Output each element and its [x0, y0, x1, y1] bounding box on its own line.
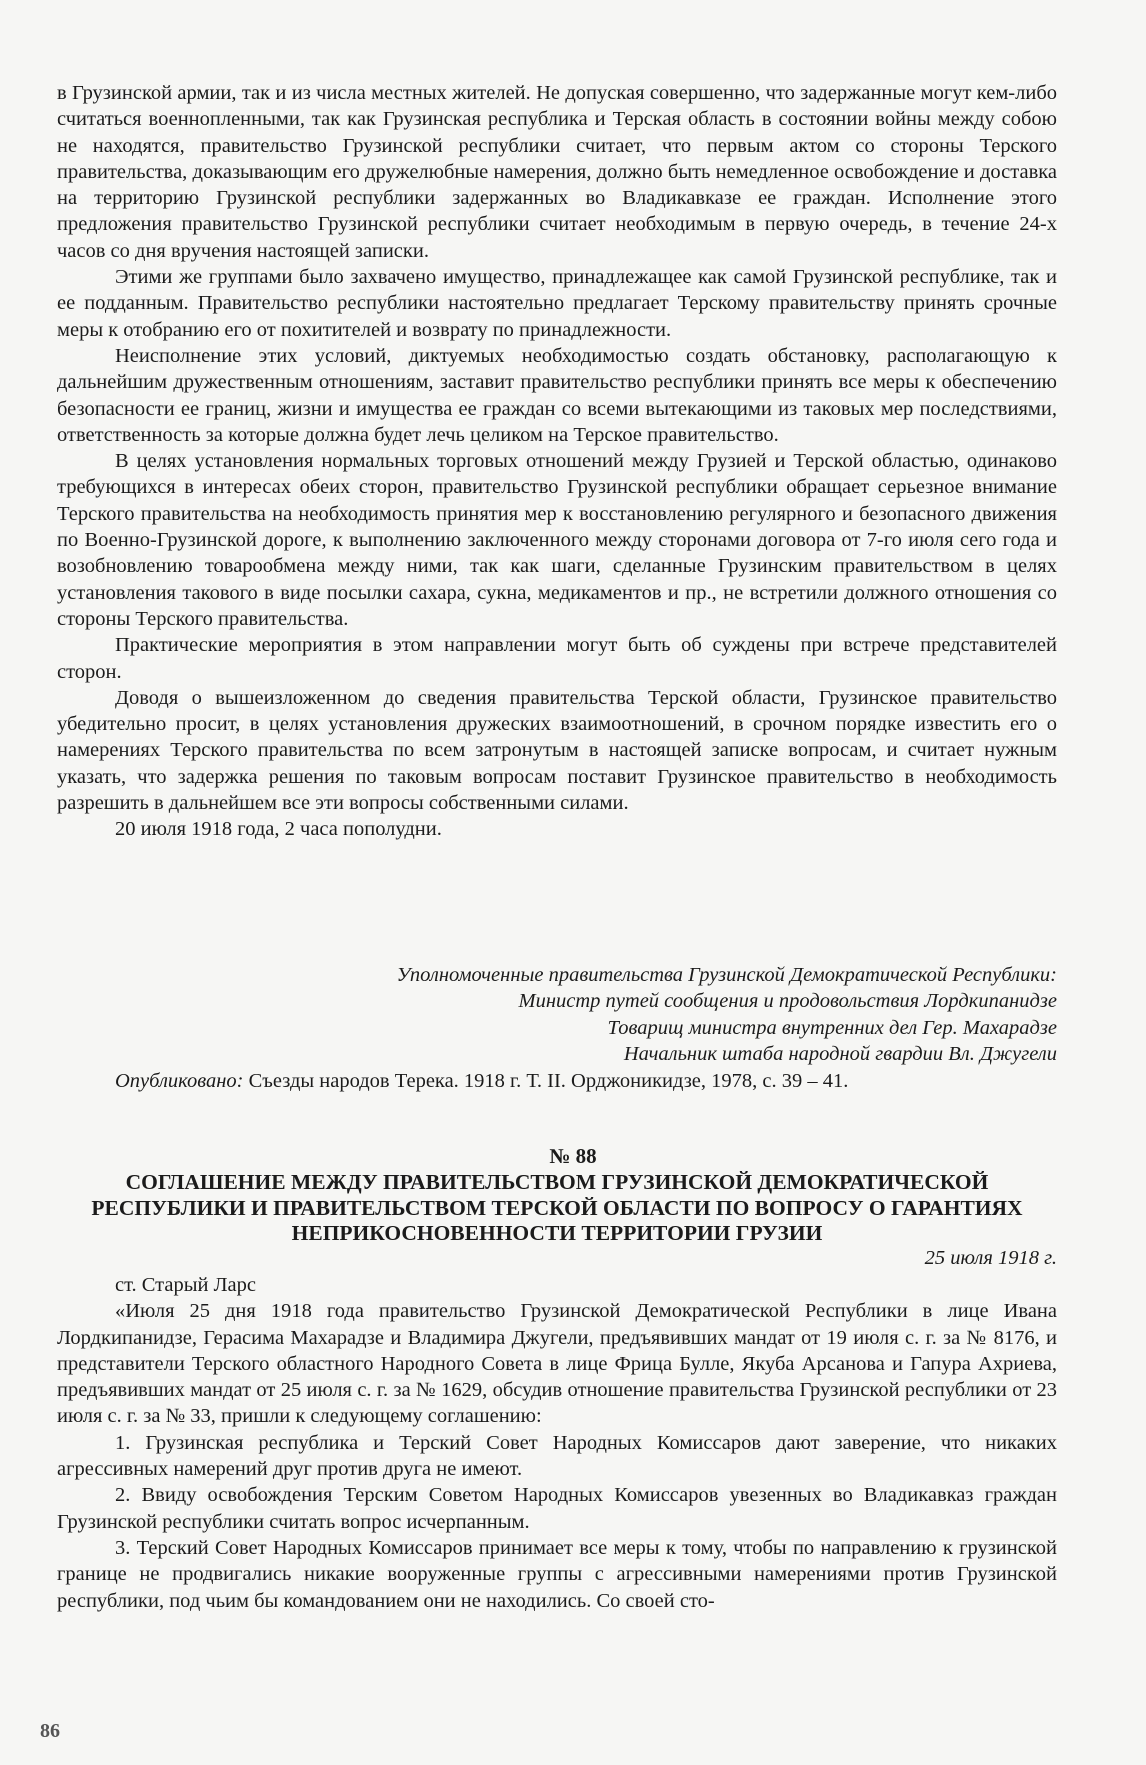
published-text: Съезды народов Терека. 1918 г. Т. II. Орджоникидзе, 1978, с. 39 – 41. [248, 1070, 849, 1092]
page-number: 86 [40, 1720, 60, 1742]
document-title: СОГЛАШЕНИЕ МЕЖДУ ПРАВИТЕЛЬСТВОМ ГРУЗИНСКОЙ ДЕМОКРАТИЧЕСКОЙ РЕСПУБЛИКИ И ПРАВИТЕЛЬСТВОМ ТЕРСКОЙ ОБЛАСТИ ПО ВОПРОСУ О ГАРАНТИЯХ НЕПРИКОСНОВЕННОСТИ ТЕРРИТОРИИ ГРУЗИИ [91, 1170, 1023, 1245]
signature-line: Министр путей сообщения и продовольствия Лордкипанидзе [518, 990, 1057, 1013]
dateline: 20 июля 1918 года, 2 часа пополудни. [115, 818, 442, 841]
list-item: 3. Терский Совет Народных Комиссаров принимает все меры к тому, чтобы по направлению к грузинской границе не продвигались никакие вооруженные группы с агрессивными намерениями против Грузинской республики, под чьим бы командованием они не находились. Со своей сто- [57, 1536, 1057, 1612]
published-lead: Опубликовано: [115, 1070, 244, 1092]
paragraph: Неисполнение этих условий, диктуемых необходимостью создать обстановку, располагающую к дальнейшим дружественным отношениям, заставит правительство республики принять все меры к обеспечению безопасности ее границ, жизни и имущества ее граждан со всеми вытекающими из таковых мер последствиями, ответственность за которые должна будет лечь целиком на Терское правительство. [57, 344, 1057, 446]
document-number: № 88 [549, 1144, 597, 1168]
paragraph: Практические мероприятия в этом направлении могут быть об суждены при встрече представителей сторон. [57, 634, 1057, 683]
signature-line: Товарищ министра внутренних дел Гер. Махарадзе [607, 1016, 1057, 1039]
body-text-bottom [57, 1272, 1057, 1614]
paragraph: «Июля 25 дня 1918 года правительство Грузинской Демократической Республики в лице Ивана Лордкипанидзе, Герасима Махарадзе и Владимира Джугели, предъявивших мандат от 19 июля с. г. за № 8176, и представители Терского областного Народного Совета в лице Фрица Булле, Якуба Арсанова и Гапура Ахриева, предъявивших мандат от 25 июля с. г. за № 1629, обсудив отношение правительства Грузинской республики от 23 июля с. г. за № 33, пришли к следующему соглашению: [57, 1300, 1057, 1428]
paragraph: Доводя о вышеизложенном до сведения правительства Терской области, Грузинское правительство убедительно просит, в целях установления дружеских взаимоотношений, в срочном порядке известить его о намерениях Терского правительства по всем затронутым в настоящей записке вопросам, и считает нужным указать, что задержка решения по таковым вопросам поставит Грузинское правительство в необходимость разрешить в дальнейшем все эти вопросы собственными силами. [57, 686, 1057, 815]
body-text-top [57, 80, 1057, 843]
published-source [115, 1068, 1057, 1094]
signature-line: Начальник штаба народной гвардии Вл. Джугели [623, 1042, 1057, 1065]
document-date: 25 июля 1918 г. [924, 1247, 1057, 1269]
signature-block [57, 962, 1057, 1067]
signature-line: Уполномоченные правительства Грузинской Демократической Республики: [396, 964, 1057, 986]
list-item: 2. Ввиду освобождения Терским Советом Народных Комиссаров увезенных во Владикавказ граждан Грузинской республики считать вопрос исчерпанным. [57, 1484, 1057, 1533]
paragraph: в Грузинской армии, так и из числа местных жителей. Не допуская совершенно, что задержанные могут кем-либо считаться военнопленными, так как Грузинская республика и Терская область в состоянии войны между собою не находятся, правительство Грузинской республики считает, что первым актом со стороны Терского правительства, доказывающим его дружелюбные намерения, должно быть немедленное освобождение и доставка на территорию Грузинской республики задержанных во Владикавказе ее граждан. Исполнение этого предложения правительство Грузинской республики считает необходимым в первую очередь, в течение 24-х часов со дня вручения настоящей записки. [57, 82, 1057, 262]
list-item: 1. Грузинская республика и Терский Совет Народных Комиссаров дают заверение, что никаких агрессивных намерений друг против друга не имеют. [57, 1431, 1057, 1481]
place-line: ст. Старый Ларс [115, 1274, 256, 1296]
paragraph: Этими же группами было захвачено имущество, принадлежащее как самой Грузинской республике, так и ее подданным. Правительство республики настоятельно предлагает Терскому правительству принять срочные меры к отобранию его от похитителей и возврату по принадлежности. [57, 266, 1057, 341]
paragraph: В целях установления нормальных торговых отношений между Грузией и Терской областью, одинаково требующихся в интересах обеих сторон, правительство Грузинской республики обращает серьезное внимание Терского правительства на необходимость принятия мер к восстановлению регулярного и безопасного движения по Военно-Грузинской дороге, к выполнению заключенного между сторонами договора от 7-го июля сего года и возобновлению товарообмена между ними, так как шаги, сделанные Грузинским правительством в целях установления такового в виде посылки сахара, сукна, медикаментов и пр., не встретили должного отношения со стороны Терского правительства. [57, 450, 1057, 630]
